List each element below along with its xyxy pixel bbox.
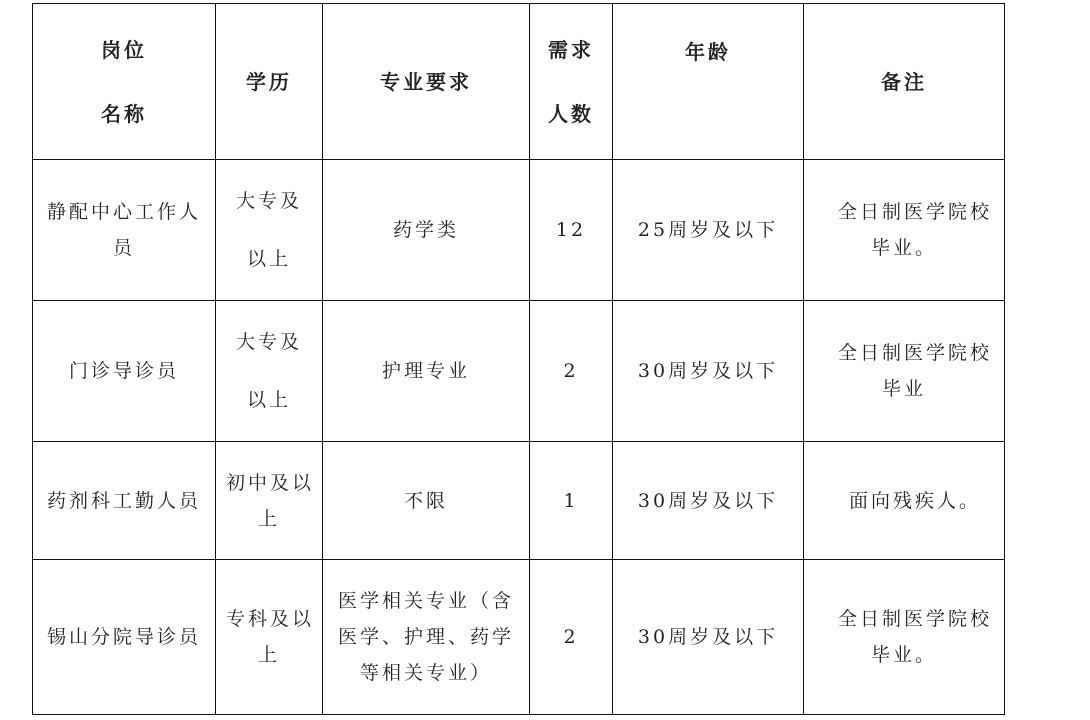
- cell-notes-line1: 全日制医学院校: [837, 201, 992, 223]
- cell-education-line1: 初中及以: [226, 471, 315, 494]
- cell-notes: [804, 160, 1005, 301]
- header-education: 学历: [216, 4, 323, 160]
- cell-education: [216, 442, 323, 560]
- cell-age: 30周岁及以下: [613, 560, 804, 715]
- cell-education: [216, 301, 323, 442]
- header-position-line2: 名称: [101, 101, 147, 126]
- table-row: [33, 560, 1005, 715]
- cell-age: 30周岁及以下: [613, 301, 804, 442]
- recruitment-table: [32, 3, 1005, 715]
- cell-education-line2: 以上: [246, 248, 291, 270]
- header-count: [530, 4, 613, 160]
- cell-notes-line1: 全日制医学院校: [837, 608, 992, 630]
- cell-notes-line1: 面向残疾人。: [848, 489, 981, 512]
- cell-position: 锡山分院导诊员: [33, 560, 216, 715]
- cell-count: 12: [530, 160, 613, 301]
- header-age: 年龄: [613, 4, 804, 160]
- cell-notes: [804, 442, 1005, 560]
- cell-major-line2: 医学、护理、药学: [337, 626, 514, 648]
- cell-education: [216, 560, 323, 715]
- table-row: [33, 160, 1005, 301]
- cell-major: 药学类: [323, 160, 530, 301]
- cell-position-line1: 静配中心工作人: [46, 201, 201, 223]
- cell-position: 门诊导诊员: [33, 301, 216, 442]
- cell-notes: [804, 560, 1005, 715]
- cell-count: 2: [530, 560, 613, 715]
- cell-education-line2: 上: [257, 644, 280, 666]
- cell-education: [216, 160, 323, 301]
- cell-position: [33, 160, 216, 301]
- cell-age: 30周岁及以下: [613, 442, 804, 560]
- cell-age: 25周岁及以下: [613, 160, 804, 301]
- cell-position: 药剂科工勤人员: [33, 442, 216, 560]
- header-position-line1: 岗位: [101, 37, 147, 62]
- cell-notes-line1: 全日制医学院校: [837, 342, 992, 364]
- header-count-line2: 人数: [548, 101, 594, 126]
- cell-notes-line2: 毕业。: [870, 644, 937, 666]
- table-row: [33, 442, 1005, 560]
- cell-major: 护理专业: [323, 301, 530, 442]
- cell-major-line1: 医学相关专业（含: [337, 590, 514, 612]
- cell-position-line2: 员: [112, 237, 135, 259]
- cell-education-line1: 大专及: [235, 331, 302, 353]
- cell-education-line2: 以上: [246, 389, 291, 411]
- cell-notes: [804, 301, 1005, 442]
- cell-major: 不限: [323, 442, 530, 560]
- cell-count: 1: [530, 442, 613, 560]
- table-row: [33, 301, 1005, 442]
- table-header-row: [33, 4, 1005, 160]
- header-position: [33, 4, 216, 160]
- cell-notes-line2: 毕业: [881, 378, 926, 400]
- header-major: 专业要求: [323, 4, 530, 160]
- cell-count: 2: [530, 301, 613, 442]
- header-notes: 备注: [804, 4, 1005, 160]
- cell-education-line1: 专科及以: [226, 608, 315, 630]
- cell-notes-line2: 毕业。: [870, 237, 937, 259]
- cell-major: [323, 560, 530, 715]
- cell-education-line1: 大专及: [235, 190, 302, 212]
- header-count-line1: 需求: [548, 37, 594, 62]
- cell-education-line2: 上: [257, 507, 280, 530]
- cell-major-line3: 等相关专业）: [359, 662, 492, 684]
